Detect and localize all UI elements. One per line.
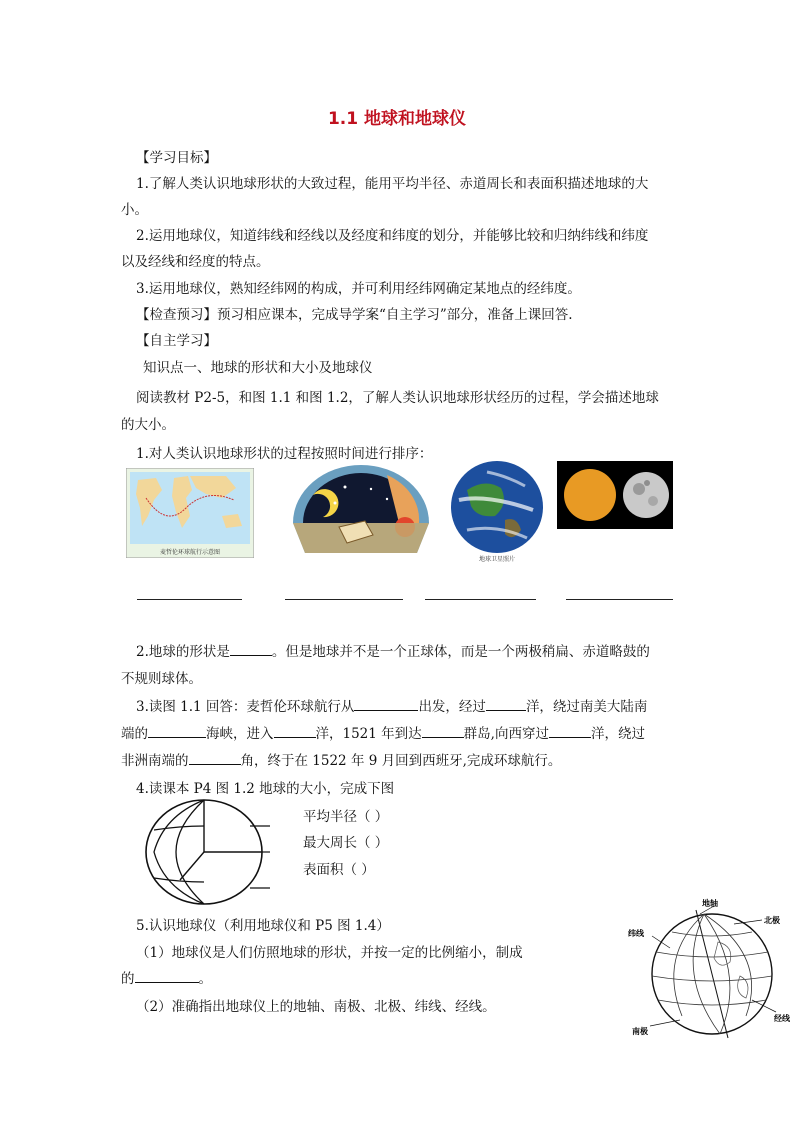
q2-text-b: 。但是地球并不是一个正球体，而是一个两极稍扁、赤道略鼓的 <box>271 644 650 660</box>
globe-definition-blank[interactable] <box>135 969 199 983</box>
objective-3: 3.运用地球仪，熟知经纬网的构成，并可利用经纬网确定某地点的经纬度。 <box>136 281 581 297</box>
question-5-2: （2）准确指出地球仪上的地轴、南极、北极、纬线、经线。 <box>136 999 496 1015</box>
ocean-blank-1[interactable] <box>486 697 526 711</box>
order-blank-3[interactable] <box>425 599 536 600</box>
label-average-radius: 平均半径（ ） <box>303 809 389 825</box>
objective-1-line1: 1.了解人类认识地球形状的大致过程，能用平均半径、赤道周长和表面积描述地球的大 <box>136 176 649 192</box>
ocean-blank-3[interactable] <box>549 724 591 738</box>
label-surface-area: 表面积（ ） <box>303 862 375 878</box>
preview-line <box>136 303 573 323</box>
preview-heading: 【检查预习】 <box>136 307 217 323</box>
page-title: 1.1 地球和地球仪 <box>327 109 467 129</box>
cape-blank[interactable] <box>189 751 241 765</box>
earth-size-diagram <box>140 796 300 908</box>
objectives-heading: 【学习目标】 <box>136 150 217 166</box>
earth-satellite-photo <box>447 460 547 564</box>
strait-blank[interactable] <box>148 724 206 738</box>
earth-caption: 地球卫星照片 <box>478 556 516 563</box>
order-blank-4[interactable] <box>566 599 673 600</box>
q5-1-text-a: 的 <box>121 971 135 987</box>
q3-text-b3: 洋，1521 年到达 <box>315 726 422 742</box>
self-study-heading: 【自主学习】 <box>136 333 217 349</box>
question-3-line2 <box>121 722 645 742</box>
earth-shape-blank[interactable] <box>230 642 272 656</box>
globe-diagram <box>622 896 794 1044</box>
globe-label-latitude: 纬线 <box>628 929 644 938</box>
q3-text-a3: 洋，绕过南美大陆南 <box>525 699 648 715</box>
q5-1-text-b: 。 <box>198 971 212 987</box>
celestial-dome-illustration <box>287 465 435 557</box>
q3-text-c2: 角，终于在 1522 年 9 月回到西班牙,完成环球航行。 <box>240 753 562 769</box>
question-2-line2: 不规则球体。 <box>121 671 202 687</box>
ocean-blank-2[interactable] <box>274 724 316 738</box>
label-max-circumference: 最大周长（ ） <box>303 835 389 851</box>
q3-text-c1: 非洲南端的 <box>121 753 189 769</box>
globe-label-north-pole: 北极 <box>764 916 780 925</box>
question-5-1-line1: （1）地球仪是人们仿照地球的形状，并按一定的比例缩小，制成 <box>136 945 523 961</box>
q3-text-a1: 3.读图 1.1 回答：麦哲伦环球航行从 <box>136 699 355 715</box>
question-3-line1 <box>136 695 647 715</box>
q3-text-a2: 出发，经过 <box>418 699 486 715</box>
order-blank-2[interactable] <box>285 599 403 600</box>
q3-text-b2: 海峡，进入 <box>206 726 274 742</box>
question-5-1-line2 <box>121 967 212 987</box>
q3-text-b1: 端的 <box>121 726 148 742</box>
question-1: 1.对人类认识地球形状的过程按照时间进行排序： <box>136 446 433 462</box>
q3-text-b5: 洋，绕过 <box>590 726 645 742</box>
question-2-line1 <box>136 640 650 660</box>
globe-label-longitude: 经线 <box>774 1014 790 1023</box>
q2-text-a: 2.地球的形状是 <box>136 644 230 660</box>
islands-blank[interactable] <box>422 724 464 738</box>
map-caption: 麦哲伦环球航行示意图 <box>159 549 221 556</box>
reading-line1: 阅读教材 P2-5，和图 1.1 和图 1.2，了解人类认识地球形状经历的过程，学会描述地球 <box>136 390 659 406</box>
q3-text-b4: 群岛,向西穿过 <box>463 726 549 742</box>
globe-label-axis: 地轴 <box>702 899 718 908</box>
question-5: 5.认识地球仪（利用地球仪和 P5 图 1.4） <box>136 918 390 934</box>
preview-text: 预习相应课本，完成导学案“自主学习”部分，准备上课回答. <box>217 307 573 323</box>
reading-line2: 的大小。 <box>121 417 175 433</box>
order-blank-1[interactable] <box>137 599 242 600</box>
knowledge-point-1: 知识点一、地球的形状和大小及地球仪 <box>143 360 373 376</box>
objective-2-line2: 以及经线和经度的特点。 <box>121 254 270 270</box>
objective-1-line2: 小。 <box>121 202 148 218</box>
globe-label-south-pole: 南极 <box>632 1027 648 1036</box>
objective-2-line1: 2.运用地球仪，知道纬线和经线以及经度和纬度的划分，并能够比较和归纳纬线和纬度 <box>136 228 649 244</box>
sun-and-moon-photo <box>557 461 673 529</box>
departure-blank[interactable] <box>354 697 418 711</box>
magellan-route-map <box>126 468 254 558</box>
question-4: 4.读课本 P4 图 1.2 地球的大小，完成下图 <box>136 781 395 797</box>
question-3-line3 <box>121 749 561 769</box>
